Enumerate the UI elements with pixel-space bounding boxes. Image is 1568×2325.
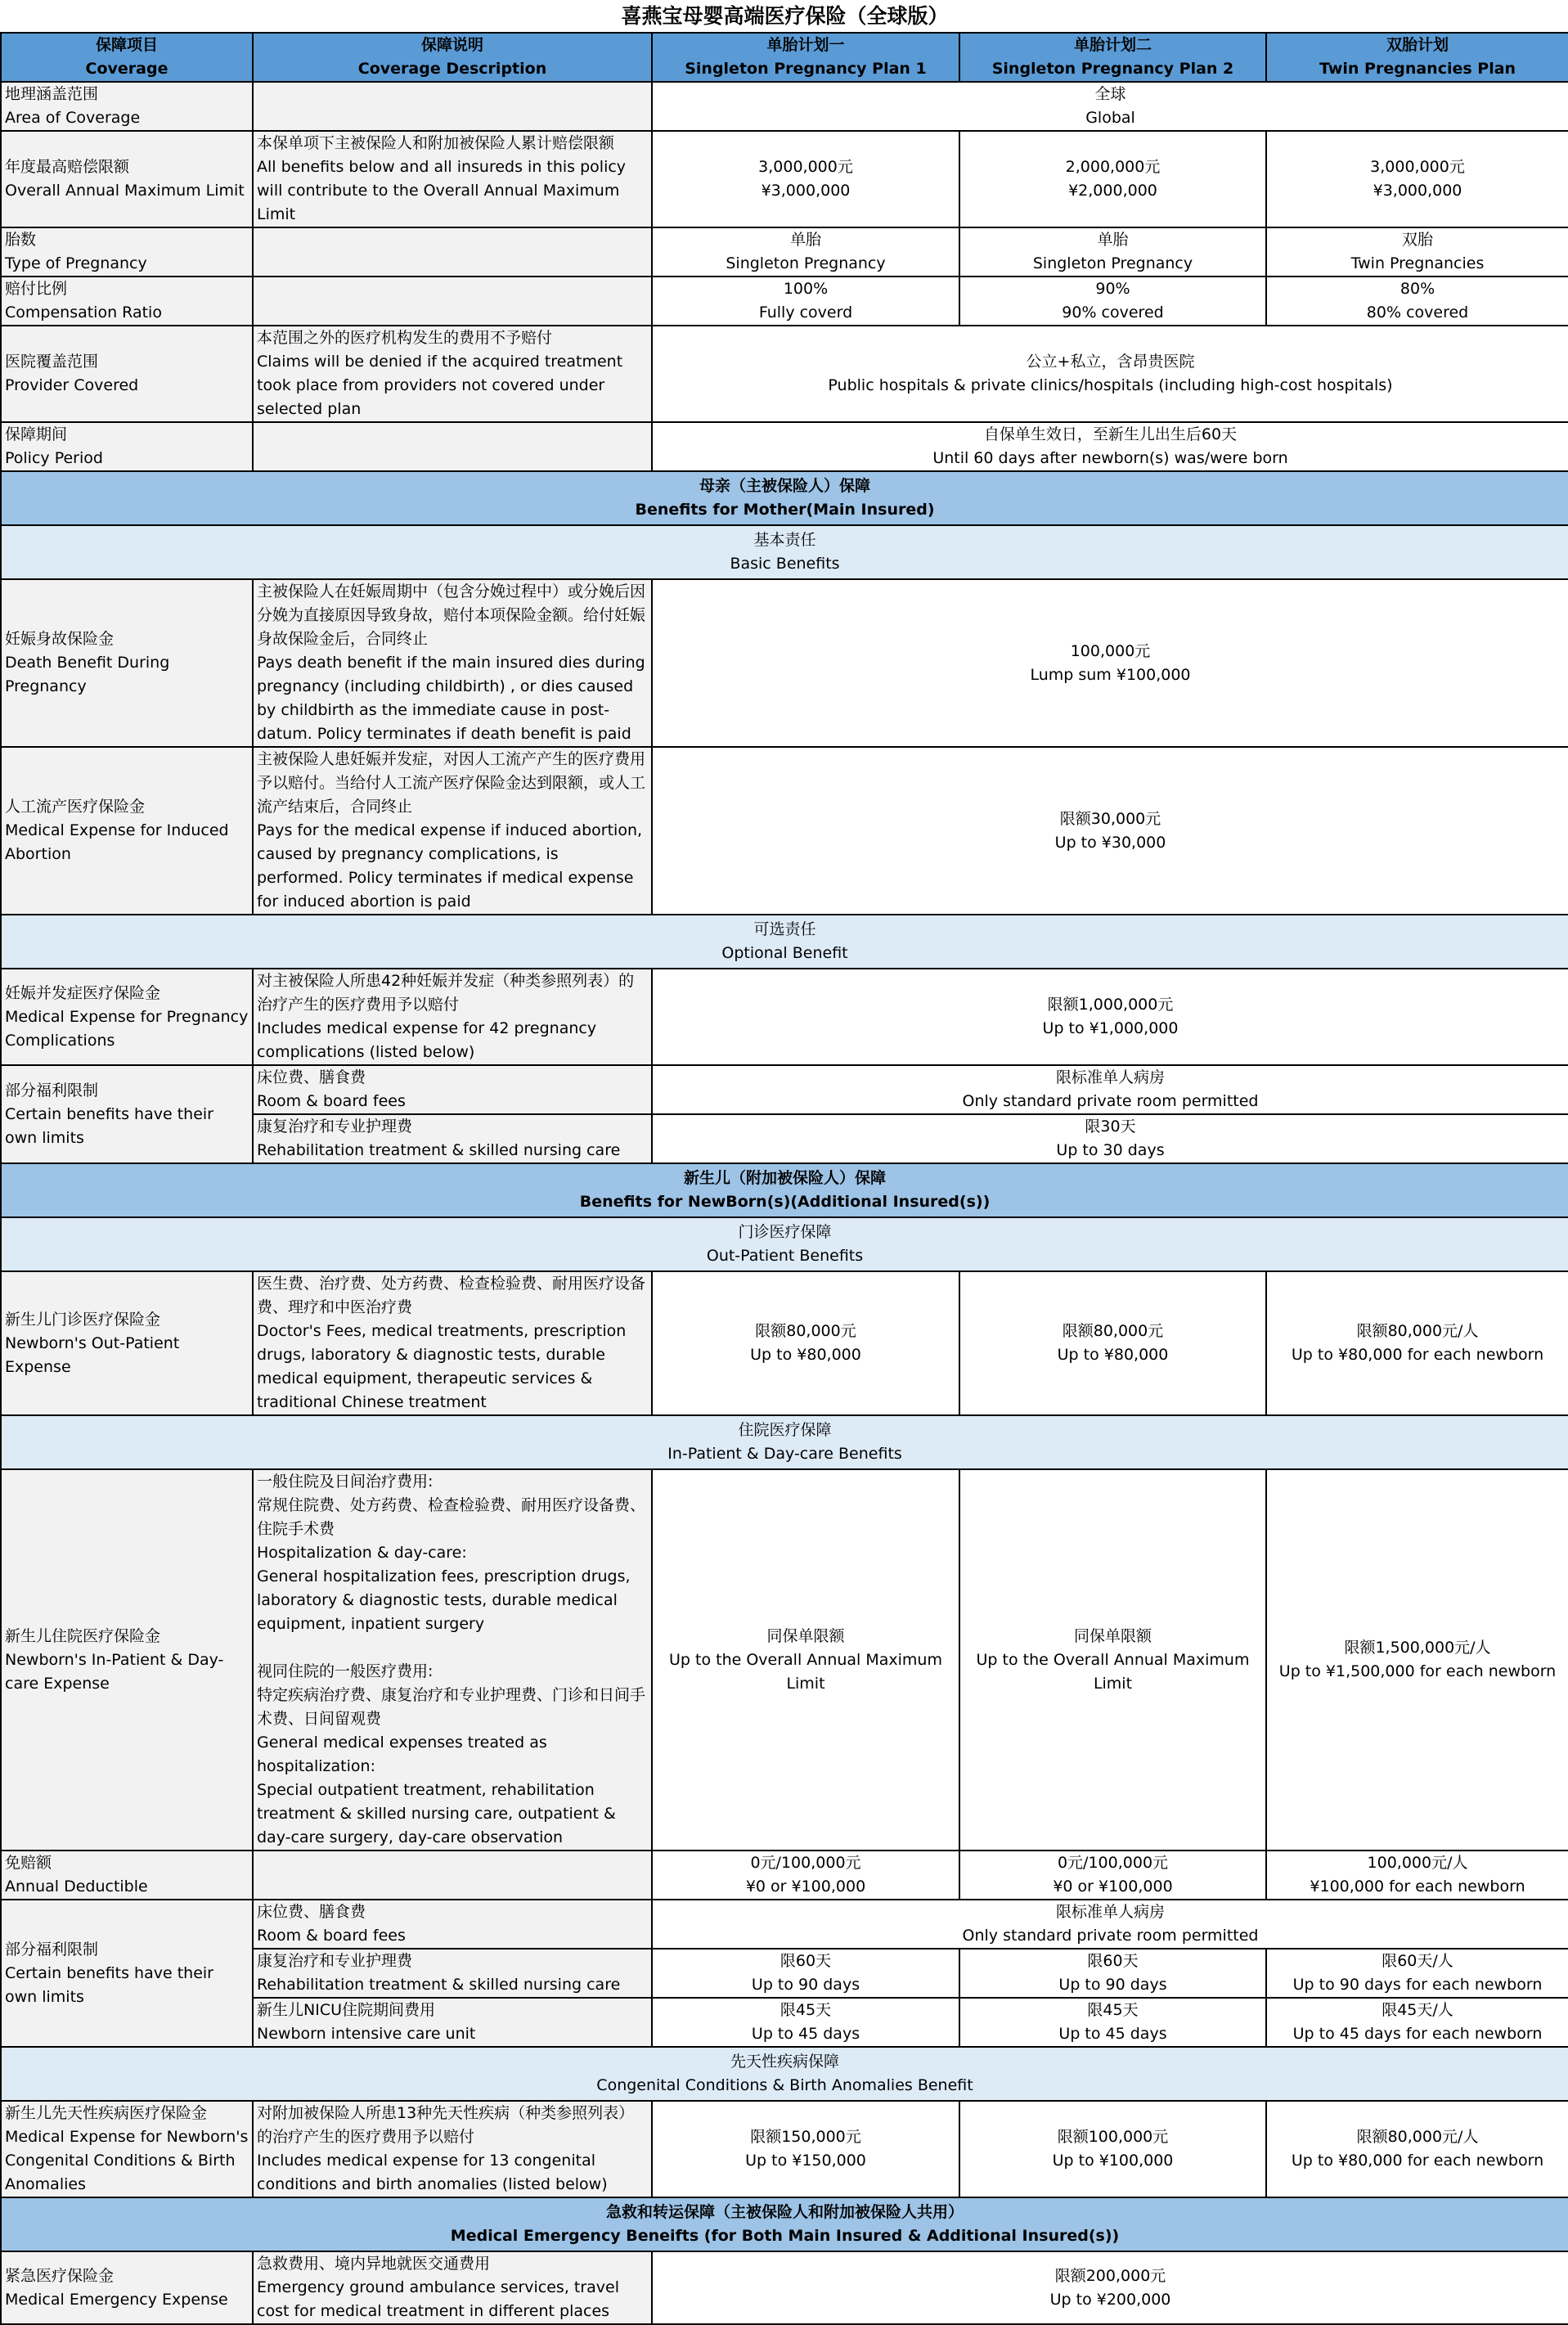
table-row: [1, 422, 1568, 471]
row-desc: [253, 422, 652, 471]
text-line: 自保单生效日，至新生儿出生后60天: [983, 425, 1238, 443]
text-line: Singleton Pregnancy Plan 1: [685, 60, 927, 78]
text-line: 限额30,000元: [1059, 809, 1161, 828]
table-header: [1, 33, 1568, 82]
row-desc: [253, 2101, 652, 2197]
text-line: Newborn's In-Patient & Day-care Expense: [5, 1650, 224, 1693]
text-line: 常规住院费、处方药费、检查检验费、耐用医疗设备费、住院手术费: [257, 1496, 646, 1538]
plan1-value: [652, 1998, 959, 2047]
text-line: 床位费、膳食费: [257, 1903, 366, 1921]
plan1-value: [652, 227, 959, 277]
text-line: Pays death benefit if the main insured dies during pregnancy (including childbirth) , or dies caused by childbirth as the immediate cause in post-datum. Policy terminates if death benefit is paid: [257, 654, 645, 743]
table-row: [1, 1851, 1568, 1900]
text-line: 保障期间: [5, 425, 68, 443]
col-header-plan1: [652, 33, 959, 82]
subsection-band-outpatient: [1, 1217, 1568, 1271]
text-line: 紧急医疗保险金: [5, 2266, 115, 2285]
text-line: 全球: [1094, 85, 1126, 103]
row-desc: [253, 1065, 652, 1114]
text-line: Provider Covered: [5, 376, 139, 394]
plan3-value: [1266, 1271, 1568, 1415]
text-line: Up to ¥1,000,000: [1042, 1019, 1179, 1037]
table-row: [1, 82, 1568, 131]
row-desc: [253, 1271, 652, 1415]
text-line: 主被保险人在妊娠周期中（包含分娩过程中）或分娩后因分娩为直接原因导致身故，赔付本项保险金额。给付妊娠身故保险金后，合同终止: [257, 582, 646, 648]
row-label: [1, 1271, 253, 1415]
text-line: 限额80,000元/人: [1356, 1322, 1479, 1340]
plan2-value: [959, 1851, 1266, 1900]
col-header-description: [253, 33, 652, 82]
row-value: [652, 1114, 1568, 1163]
text-line: Up to ¥80,000 for each newborn: [1291, 2152, 1544, 2170]
table-row: [1, 747, 1568, 915]
text-line: Medical Expense for Newborn's Congenital Conditions & Birth Anomalies: [5, 2128, 249, 2193]
table-row: [1, 1469, 1568, 1851]
text-line: 限60天/人: [1382, 1952, 1453, 1970]
text-line: 医生费、治疗费、处方药费、检查检验费、耐用医疗设备费、理疗和中医治疗费: [257, 1275, 646, 1316]
text-line: 限额200,000元: [1054, 2266, 1166, 2285]
text-line: 限60天: [780, 1952, 832, 1970]
row-desc: [253, 131, 652, 227]
text-line: Certain benefits have their own limits: [5, 1104, 213, 1147]
text-line: 同保单限额: [1073, 1626, 1152, 1645]
row-label: [1, 579, 253, 747]
text-line: 限额150,000元: [750, 2128, 861, 2146]
text-line: 医院覆盖范围: [5, 353, 99, 371]
text-line: 单胎计划一: [766, 36, 845, 54]
text-line: Lump sum ¥100,000: [1030, 665, 1191, 684]
plan3-value: [1266, 1851, 1568, 1900]
text-line: 急救费用、境内异地就医交通费用: [257, 2255, 491, 2273]
row-label: [1, 82, 253, 131]
row-label: [1, 747, 253, 915]
text-line: 2,000,000元: [1065, 158, 1161, 176]
text-line: Hospitalization & day-care:: [257, 1544, 467, 1562]
text-line: 地理涵盖范围: [5, 85, 99, 103]
text-line: 0元/100,000元: [1057, 1854, 1169, 1872]
text-line: Up to ¥150,000: [745, 2152, 866, 2170]
text-line: Global: [1085, 109, 1135, 127]
text-line: 限45天/人: [1382, 2001, 1453, 2019]
text-line: Room & board fees: [257, 1092, 406, 1110]
row-desc: [253, 579, 652, 747]
plan1-value: [652, 1271, 959, 1415]
section-band-emergency: [1, 2197, 1568, 2251]
table-row: [1, 326, 1568, 422]
text-line: 母亲（主被保险人）保障: [699, 477, 871, 495]
text-line: 同保单限额: [766, 1626, 845, 1645]
plan3-value: [1266, 1998, 1568, 2047]
text-line: Until 60 days after newborn(s) was/were born: [932, 449, 1288, 467]
text-line: Medical Emergency Beneifts (for Both Main Insured & Additional Insured(s)): [450, 2227, 1120, 2245]
row-desc: [253, 1469, 652, 1851]
text-line: Up to ¥30,000: [1054, 833, 1166, 852]
text-line: Up to the Overall Annual Maximum Limit: [669, 1650, 942, 1693]
row-value: [652, 1900, 1568, 1949]
text-line: Includes medical expense for 42 pregnancy complications (listed below): [257, 1019, 597, 1061]
text-line: Medical Expense for Pregnancy Complications: [5, 1007, 249, 1050]
text-line: Rehabilitation treatment & skilled nursing care: [257, 1976, 621, 1994]
row-label: [1, 422, 253, 471]
plan2-value: [959, 1271, 1266, 1415]
text-line: Basic Benefits: [730, 555, 840, 573]
text-line: 限额80,000元: [1062, 1322, 1164, 1340]
text-line: Policy Period: [5, 449, 103, 467]
table-row: [1, 2251, 1568, 2324]
plan3-value: [1266, 1949, 1568, 1998]
text-line: Death Benefit During Pregnancy: [5, 654, 170, 695]
text-line: 部分福利限制: [5, 1081, 99, 1100]
text-line: 视同住院的一般医疗费用:: [257, 1662, 434, 1680]
text-line: Up to ¥100,000: [1052, 2152, 1174, 2170]
text-line: 对主被保险人所患42种妊娠并发症（种类参照列表）的治疗产生的医疗费用予以赔付: [257, 972, 635, 1014]
text-line: 单胎计划二: [1073, 36, 1152, 54]
text-line: 80%: [1400, 280, 1435, 298]
text-line: 双胎: [1402, 231, 1434, 249]
row-desc: [253, 969, 652, 1065]
text-line: General hospitalization fees, prescription drugs, laboratory & diagnostic tests, durable medical equipment, inpatient surgery: [257, 1567, 631, 1633]
plan3-value: [1266, 131, 1568, 227]
text-line: 康复治疗和专业护理费: [257, 1118, 413, 1136]
text-line: Up to 45 days for each newborn: [1292, 2025, 1543, 2043]
text-line: ¥100,000 for each newborn: [1310, 1878, 1525, 1896]
col-header-plan3: [1266, 33, 1568, 82]
section-band-mother: [1, 471, 1568, 525]
text-line: ¥2,000,000: [1068, 182, 1157, 200]
text-line: Up to 90 days: [751, 1976, 860, 1994]
text-line: 3,000,000元: [1370, 158, 1465, 176]
row-desc: [253, 82, 652, 131]
text-line: 公立+私立，含昂贵医院: [1026, 353, 1195, 371]
row-desc: [253, 1998, 652, 2047]
row-label: [1, 1851, 253, 1900]
text-line: Compensation Ratio: [5, 304, 162, 322]
text-line: Only standard private room permitted: [962, 1927, 1259, 1945]
text-line: Up to 45 days: [751, 2025, 860, 2043]
col-header-coverage: [1, 33, 253, 82]
text-line: 限额80,000元/人: [1356, 2128, 1479, 2146]
row-label: [1, 2251, 253, 2324]
text-line: ¥3,000,000: [761, 182, 851, 200]
text-line: Benefits for Mother(Main Insured): [635, 501, 935, 519]
text-line: 人工流产医疗保险金: [5, 798, 146, 816]
text-line: Emergency ground ambulance services, travel cost for medical treatment in different places: [257, 2278, 620, 2320]
text-line: 新生儿门诊医疗保险金: [5, 1310, 161, 1329]
text-line: 主被保险人患妊娠并发症，对因人工流产产生的医疗费用予以赔付。当给付人工流产医疗保险金达到限额，或人工流产结束后，合同终止: [257, 750, 646, 816]
plan1-value: [652, 1949, 959, 1998]
text-line: 新生儿NICU住院期间费用: [257, 2001, 435, 2019]
text-line: 100,000元/人: [1367, 1854, 1468, 1872]
text-line: Up to ¥1,500,000 for each newborn: [1278, 1662, 1557, 1680]
text-line: Up to ¥80,000 for each newborn: [1291, 1346, 1544, 1364]
text-line: 一般住院及日间治疗费用:: [257, 1473, 434, 1491]
row-desc: [253, 1114, 652, 1163]
text-line: Up to 90 days: [1058, 1976, 1167, 1994]
text-line: 基本责任: [753, 531, 816, 549]
text-line: 新生儿（附加被保险人）保障: [684, 1169, 887, 1187]
row-value: [652, 579, 1568, 747]
text-line: Coverage: [85, 60, 168, 78]
text-line: Up to 90 days for each newborn: [1292, 1976, 1543, 1994]
text-line: Medical Emergency Expense: [5, 2290, 228, 2309]
table-row: [1, 579, 1568, 747]
row-label: [1, 2101, 253, 2197]
text-line: ¥0 or ¥100,000: [745, 1878, 866, 1896]
text-line: Up to 30 days: [1056, 1141, 1165, 1159]
plan1-value: [652, 131, 959, 227]
text-line: 100%: [783, 280, 829, 298]
plan1-value: [652, 1469, 959, 1851]
row-label: [1, 131, 253, 227]
text-line: 特定疾病治疗费、康复治疗和专业护理费、门诊和日间手术费、日间留观费: [257, 1686, 646, 1728]
row-value: [652, 326, 1568, 422]
table-row: [1, 1271, 1568, 1415]
text-line: Singleton Pregnancy Plan 2: [991, 60, 1234, 78]
text-line: Up to ¥80,000: [1057, 1346, 1169, 1364]
text-line: 对附加被保险人所患13种先天性疾病（种类参照列表）的治疗产生的医疗费用予以赔付: [257, 2104, 635, 2146]
text-line: Twin Pregnancies Plan: [1319, 60, 1516, 78]
table-row: [1, 969, 1568, 1065]
text-line: 本范围之外的医疗机构发生的费用不予赔付: [257, 329, 553, 347]
row-value: [652, 422, 1568, 471]
text-line: Room & board fees: [257, 1927, 406, 1945]
text-line: [257, 1636, 648, 1660]
text-line: Newborn's Out-Patient Expense: [5, 1333, 180, 1376]
page-title: 喜燕宝母婴高端医疗保险（全球版）: [1, 0, 1568, 33]
text-line: General medical expenses treated as hospitalization:: [257, 1734, 547, 1775]
text-line: 3,000,000元: [758, 158, 853, 176]
subsection-band-basic: [1, 525, 1568, 579]
text-line: 康复治疗和专业护理费: [257, 1952, 413, 1970]
text-line: Only standard private room permitted: [962, 1092, 1259, 1110]
text-line: Medical Expense for Induced Abortion: [5, 821, 229, 863]
text-line: 妊娠并发症医疗保险金: [5, 983, 161, 1002]
plan3-value: [1266, 277, 1568, 326]
text-line: 新生儿住院医疗保险金: [5, 1626, 161, 1645]
plan1-value: [652, 1851, 959, 1900]
row-value: [652, 747, 1568, 915]
text-line: 年度最高赔偿限额: [5, 158, 130, 176]
text-line: Annual Deductible: [5, 1878, 148, 1896]
text-line: 90%: [1095, 280, 1130, 298]
plan2-value: [959, 131, 1266, 227]
text-line: 先天性疾病保障: [730, 2053, 840, 2071]
text-line: Newborn intensive care unit: [257, 2025, 476, 2043]
text-line: 保障项目: [95, 36, 158, 54]
text-line: 0元/100,000元: [750, 1854, 861, 1872]
text-line: Up to 45 days: [1058, 2025, 1167, 2043]
text-line: 限标准单人病房: [1056, 1068, 1166, 1086]
text-line: Up to ¥80,000: [750, 1346, 861, 1364]
text-line: Doctor's Fees, medical treatments, prescription drugs, laboratory & diagnostic tests, durable medical equipment, therapeutic services & traditional Chinese treatment: [257, 1322, 627, 1411]
plan2-value: [959, 1469, 1266, 1851]
text-line: 90% covered: [1062, 304, 1164, 322]
text-line: ¥3,000,000: [1373, 182, 1462, 200]
text-line: 胎数: [5, 231, 37, 249]
section-band-newborn: [1, 1163, 1568, 1217]
table-row: [1, 227, 1568, 277]
subsection-band-congenital: [1, 2047, 1568, 2101]
text-line: 本保单项下主被保险人和附加被保险人累计赔偿限额: [257, 134, 615, 152]
table-row: [1, 1900, 1568, 1949]
text-line: Singleton Pregnancy: [726, 254, 886, 272]
text-line: 80% covered: [1366, 304, 1469, 322]
plan1-value: [652, 277, 959, 326]
row-value: [652, 969, 1568, 1065]
text-line: Fully coverd: [758, 304, 853, 322]
text-line: 限60天: [1087, 1952, 1139, 1970]
plan2-value: [959, 1998, 1266, 2047]
plan3-value: [1266, 2101, 1568, 2197]
text-line: 100,000元: [1070, 641, 1151, 660]
row-value: [652, 2251, 1568, 2324]
text-line: 妊娠身故保险金: [5, 630, 115, 648]
plan3-value: [1266, 227, 1568, 277]
table-row: [1, 131, 1568, 227]
text-line: Singleton Pregnancy: [1032, 254, 1193, 272]
text-line: Congenital Conditions & Birth Anomalies Benefit: [596, 2076, 973, 2094]
table-row: [1, 277, 1568, 326]
text-line: Rehabilitation treatment & skilled nursing care: [257, 1141, 621, 1159]
text-line: 限额1,500,000元/人: [1344, 1639, 1491, 1657]
text-line: 部分福利限制: [5, 1940, 99, 1958]
text-line: 急救和转运保障（主被保险人和附加被保险人共用）: [606, 2203, 964, 2221]
text-line: Pays for the medical expense if induced abortion, caused by pregnancy complications, is performed. Policy terminates if medical expense for induced abortion is paid: [257, 821, 643, 911]
row-desc: [253, 277, 652, 326]
text-line: Area of Coverage: [5, 109, 141, 127]
text-line: Type of Pregnancy: [5, 254, 147, 272]
row-desc: [253, 227, 652, 277]
subsection-band-inpatient: [1, 1415, 1568, 1469]
text-line: 限45天: [1087, 2001, 1139, 2019]
row-desc: [253, 1949, 652, 1998]
text-line: In-Patient & Day-care Benefits: [667, 1445, 902, 1463]
plan1-value: [652, 2101, 959, 2197]
text-line: All benefits below and all insureds in this policy will contribute to the Overall Annual Maximum Limit: [257, 158, 627, 223]
row-desc: [253, 1851, 652, 1900]
text-line: Up to the Overall Annual Maximum Limit: [976, 1650, 1250, 1693]
row-label: [1, 1900, 253, 2047]
text-line: 单胎: [789, 231, 821, 249]
text-line: 保障说明: [420, 36, 483, 54]
plan2-value: [959, 227, 1266, 277]
text-line: Claims will be denied if the acquired treatment took place from providers not covered under selected plan: [257, 353, 623, 418]
row-label: [1, 1065, 253, 1163]
text-line: Benefits for NewBorn(s)(Additional Insured(s)): [579, 1193, 991, 1211]
text-line: 限30天: [1085, 1118, 1136, 1136]
row-desc: [253, 747, 652, 915]
row-desc: [253, 1900, 652, 1949]
text-line: 床位费、膳食费: [257, 1068, 366, 1086]
text-line: 新生儿先天性疾病医疗保险金: [5, 2104, 208, 2122]
row-value: [652, 82, 1568, 131]
plan3-value: [1266, 1469, 1568, 1851]
text-line: Overall Annual Maximum Limit: [5, 182, 245, 200]
row-desc: [253, 2251, 652, 2324]
text-line: 赔付比例: [5, 280, 68, 298]
col-header-plan2: [959, 33, 1266, 82]
plan2-value: [959, 1949, 1266, 1998]
text-line: 门诊医疗保障: [738, 1223, 832, 1241]
text-line: Out-Patient Benefits: [706, 1247, 864, 1265]
text-line: 限额1,000,000元: [1047, 996, 1174, 1014]
table-row: [1, 1065, 1568, 1114]
text-line: Includes medical expense for 13 congenital conditions and birth anomalies (listed below): [257, 2152, 608, 2193]
text-line: Up to ¥200,000: [1049, 2290, 1171, 2309]
text-line: 限45天: [780, 2001, 832, 2019]
row-desc: [253, 326, 652, 422]
row-label: [1, 227, 253, 277]
row-label: [1, 277, 253, 326]
row-label: [1, 1469, 253, 1851]
plan2-value: [959, 277, 1266, 326]
row-label: [1, 969, 253, 1065]
row-value: [652, 1065, 1568, 1114]
text-line: 可选责任: [753, 920, 816, 938]
text-line: Public hospitals & private clinics/hospitals (including high-cost hospitals): [828, 376, 1393, 394]
text-line: 限标准单人病房: [1056, 1903, 1166, 1921]
plan2-value: [959, 2101, 1266, 2197]
text-line: Optional Benefit: [721, 944, 848, 962]
text-line: Certain benefits have their own limits: [5, 1963, 213, 2006]
subsection-band-optional: [1, 915, 1568, 969]
row-label: [1, 326, 253, 422]
table-row: [1, 2101, 1568, 2197]
text-line: 住院医疗保障: [738, 1421, 832, 1439]
text-line: 单胎: [1097, 231, 1129, 249]
text-line: Coverage Description: [357, 60, 547, 78]
text-line: 限额80,000元: [755, 1322, 856, 1340]
text-line: 双胎计划: [1386, 36, 1449, 54]
text-line: 限额100,000元: [1057, 2128, 1169, 2146]
text-line: 免赔额: [5, 1854, 52, 1872]
text-line: Special outpatient treatment, rehabilitation treatment & skilled nursing care, outpatient & day-care surgery, day-care observation: [257, 1781, 616, 1846]
text-line: Twin Pregnancies: [1350, 254, 1485, 272]
text-line: ¥0 or ¥100,000: [1053, 1878, 1173, 1896]
